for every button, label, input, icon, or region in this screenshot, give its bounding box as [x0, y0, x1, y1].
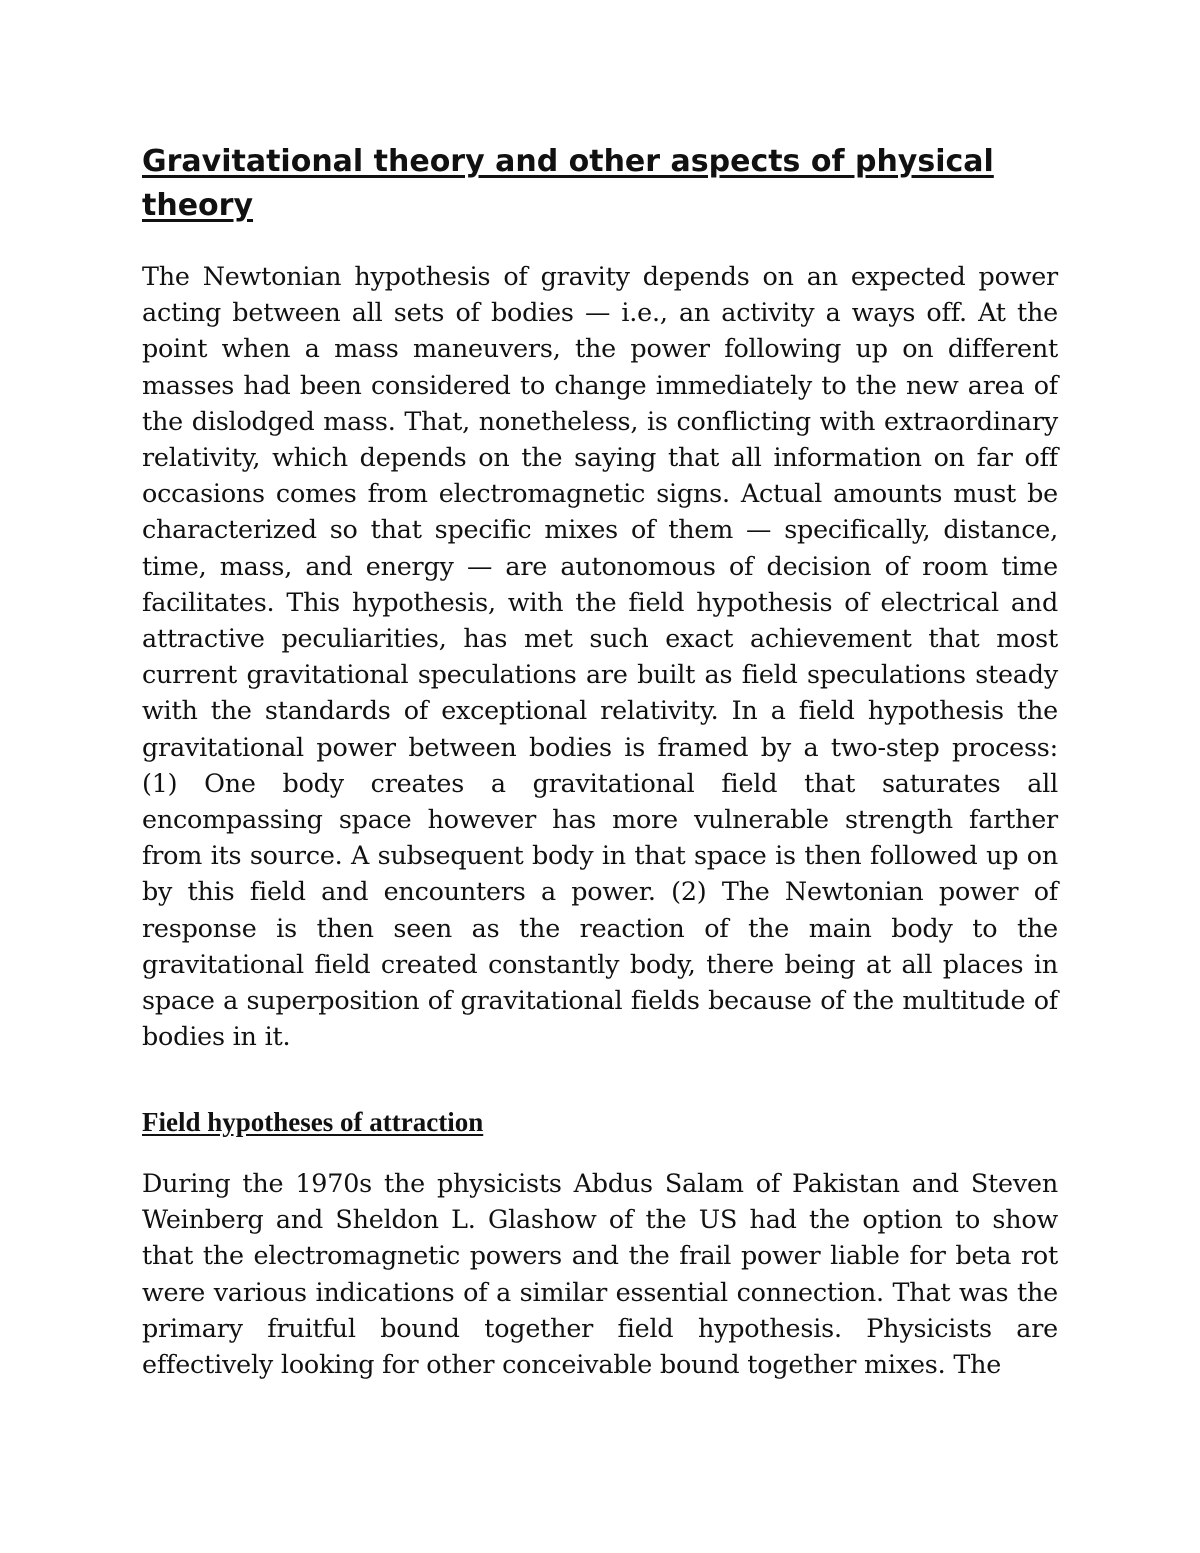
paragraph-gravitational-theory: The Newtonian hypothesis of gravity depends on an expected power acting between all sets of bodies — i.e., an activity a ways off. At the point when a mass maneuvers, the power following up on different masses had been considered to change immediately to the new area of the dislodged mass. That, nonetheless, is conflicting with extraordinary relativity, which depends on the saying that all information on far off occasions comes from electromagnetic signs. Actual amounts must be characterized so that specific mixes of them — specifically, distance, time, mass, and energy — are autonomous of decision of room time facilitates. This hypothesis, with the field hypothesis of electrical and attractive peculiarities, has met such exact achievement that most current gravitational speculations are built as field speculations steady with the standards of exceptional relativity. In a field hypothesis the gravitational power between bodies is framed by a two-step process: (1) One body creates a gravitational field that saturates all encompassing space however has more vulnerable strength farther from its source. A subsequent body in that space is then followed up on by this field and encounters a power. (2) The Newtonian power of response is then seen as the reaction of the main body to the gravitational field created constantly body, there being at all places in space a superposition of gravitational fields because of the multitude of bodies in it.: [142, 261, 1058, 1052]
paragraph-field-hypotheses: During the 1970s the physicists Abdus Salam of Pakistan and Steven Weinberg and Sheldon L. Glashow of the US had the option to show that the electromagnetic powers and the frail power liable for beta rot were various indications of a similar essential connection. That was the primary fruitful bound together field hypothesis. Physicists are effectively looking for other conceivable bound together mixes. The: [142, 1168, 1058, 1380]
section-heading-field-hypotheses: Field hypotheses of attraction: [142, 1107, 484, 1137]
document-page: [142, 140, 1058, 1380]
document-title: Gravitational theory and other aspects of physical theory: [142, 144, 994, 223]
